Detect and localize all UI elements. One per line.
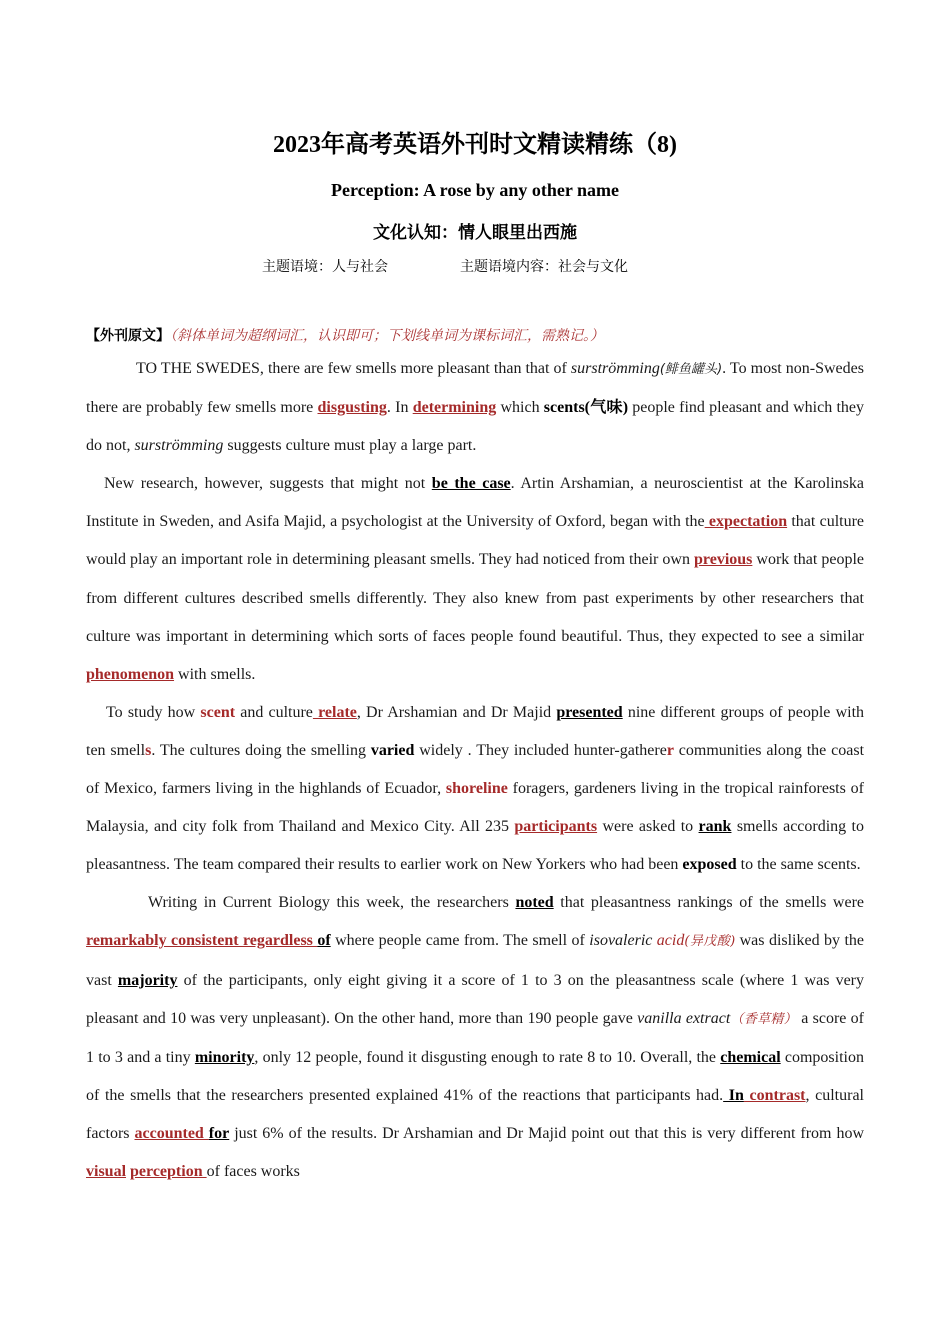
text-run: . To most non-Swedes there are probably few smells more: [86, 360, 864, 417]
chinese-title: 文化认知：情人眼里出西施: [373, 223, 577, 243]
text-run: smells according to pleasantness. The team compared their results to earlier work on New Yorkers who had been: [86, 818, 864, 874]
vocab-word: relate: [312, 703, 357, 721]
text-run: that culture would play an important role in determining pleasant smells. They had noticed from their own: [86, 513, 865, 569]
text-run: were asked to: [597, 818, 699, 836]
vocab-italic: isovaleric: [589, 932, 657, 950]
text-run: To study how: [106, 703, 201, 721]
vocab-word: exposed: [682, 856, 737, 874]
highlight-letter: r: [666, 741, 674, 759]
vocab-word: varied: [370, 741, 415, 759]
document-title: 2023年高考英语外刊时文精读精练（8): [273, 132, 677, 158]
vocab-word: chemical: [720, 1048, 781, 1066]
vocab-word: visual: [86, 1162, 127, 1180]
article-subtitle: Perception: A rose by any other name: [331, 180, 619, 200]
vocab-word: determining: [412, 399, 497, 417]
vocab-word: perception: [130, 1162, 207, 1180]
paragraph-2: [86, 465, 864, 694]
vocab-word: for: [208, 1124, 230, 1142]
text-run: TO THE SWEDES, there are few smells more pleasant than that of: [136, 360, 571, 377]
vocab-word: contrast: [743, 1086, 806, 1104]
vocab-word: presented: [556, 703, 623, 721]
text-run: just 6% of the results. Dr Arshamian and Dr Majid point out that this is very different from how: [229, 1124, 865, 1142]
vocab-word: scents(气味): [543, 399, 629, 417]
paragraph-4: [86, 884, 864, 1191]
vocab-word: expectation: [704, 513, 788, 531]
vocab-word: shoreline: [445, 780, 508, 798]
vocab-word: participants: [514, 818, 598, 836]
source-note: [86, 325, 886, 345]
text-run: New research, however, suggests that might not: [104, 475, 432, 493]
gloss: (鲱鱼罐头): [659, 362, 723, 377]
text-run: work that people from different cultures described smells differently. They also knew from past experiments by other researchers that culture was important in determining which sorts of faces people found beautiful. Thus, they expected to see a similar: [86, 551, 865, 645]
text-run: foragers, gardeners living in the tropical rainforests of Malaysia, and city folk from Thailand and Mexico City. All 235: [86, 780, 864, 836]
vocab-word: disgusting: [317, 399, 387, 417]
article-body: [86, 350, 864, 1191]
text-run: . The cultures doing the smelling: [151, 741, 371, 759]
text-run: communities along the coast of Mexico, farmers living in the highlands of Ecuador,: [86, 741, 865, 798]
vocab-italic: surströmming: [570, 360, 660, 377]
highlight-letter: s: [145, 741, 152, 759]
vocab-italic: acid: [656, 932, 685, 950]
vocab-word: minority: [194, 1048, 255, 1066]
text-run: suggests culture must play a large part.: [223, 437, 477, 455]
text-run: . Artin Arshamian, a neuroscientist at the Karolinska Institute in Sweden, and Asifa Majid, a psychologist at the University of Oxford, began with the: [86, 475, 864, 531]
text-run: Writing in Current Biology this week, the researchers: [148, 894, 516, 912]
theme-line: [262, 256, 862, 276]
text-run: , cultural factors: [86, 1086, 865, 1142]
text-run: which: [496, 399, 544, 417]
note-head: 【外刊原文】: [86, 328, 170, 344]
vocab-word: phenomenon: [86, 665, 175, 683]
text-run: and culture: [235, 703, 313, 721]
text-run: of the participants, only eight giving it a score of 1 to 3 on the pleasantness scale (where 1 was very pleasant and 10 was very unpleasant). On the other hand, more than 190 people gave: [86, 971, 864, 1027]
text-run: people find pleasant and which they do not,: [86, 399, 865, 455]
text-run: , only 12 people, found it disgusting enough to rate 8 to 10. Overall, the: [254, 1048, 721, 1066]
vocab-word: noted: [515, 894, 554, 912]
text-run: where people came from. The smell of: [330, 932, 590, 950]
gloss: （香草精）: [730, 1011, 797, 1027]
text-run: nine different groups of people with ten smell: [86, 703, 865, 759]
vocab-word: accounted: [134, 1124, 209, 1142]
text-run: that pleasantness rankings of the smells were: [553, 894, 865, 912]
text-run: widely . They included hunter-gathere: [414, 741, 667, 759]
text-run: composition of the smells that the researchers presented explained 41% of the reactions that participants had.: [86, 1048, 864, 1104]
vocab-italic: vanilla extract: [637, 1009, 731, 1027]
vocab-word: rank: [698, 818, 732, 836]
vocab-word: previous: [694, 551, 753, 569]
text-run: a score of 1 to 3 and a tiny: [86, 1009, 864, 1066]
theme-content: 主题语境内容：社会与文化: [460, 259, 628, 275]
text-run: , Dr Arshamian and Dr Majid: [356, 703, 557, 721]
vocab-word: scent: [200, 703, 236, 721]
vocab-phrase: be the case: [431, 475, 511, 493]
gloss: (异戊酸): [684, 934, 736, 950]
text-run: was disliked by the vast: [86, 932, 865, 989]
text-run: of faces works: [206, 1162, 300, 1180]
theme-context: 主题语境：人与社会: [262, 259, 388, 275]
text-run: to the same scents.: [736, 856, 861, 874]
text-run: with smells.: [174, 665, 256, 683]
vocab-word: majority: [117, 971, 178, 989]
vocab-word: of: [317, 932, 331, 950]
vocab-italic: surströmming: [134, 437, 224, 455]
vocab-phrase: remarkably consistent regardless: [86, 932, 318, 950]
vocab-word: In: [723, 1086, 744, 1104]
paragraph-1: [86, 350, 864, 465]
text-run: . In: [386, 399, 413, 417]
note-description: （斜体单词为超纲词汇，认识即可；下划线单词为课标词汇，需熟记。）: [170, 328, 604, 344]
paragraph-3: [86, 694, 864, 884]
